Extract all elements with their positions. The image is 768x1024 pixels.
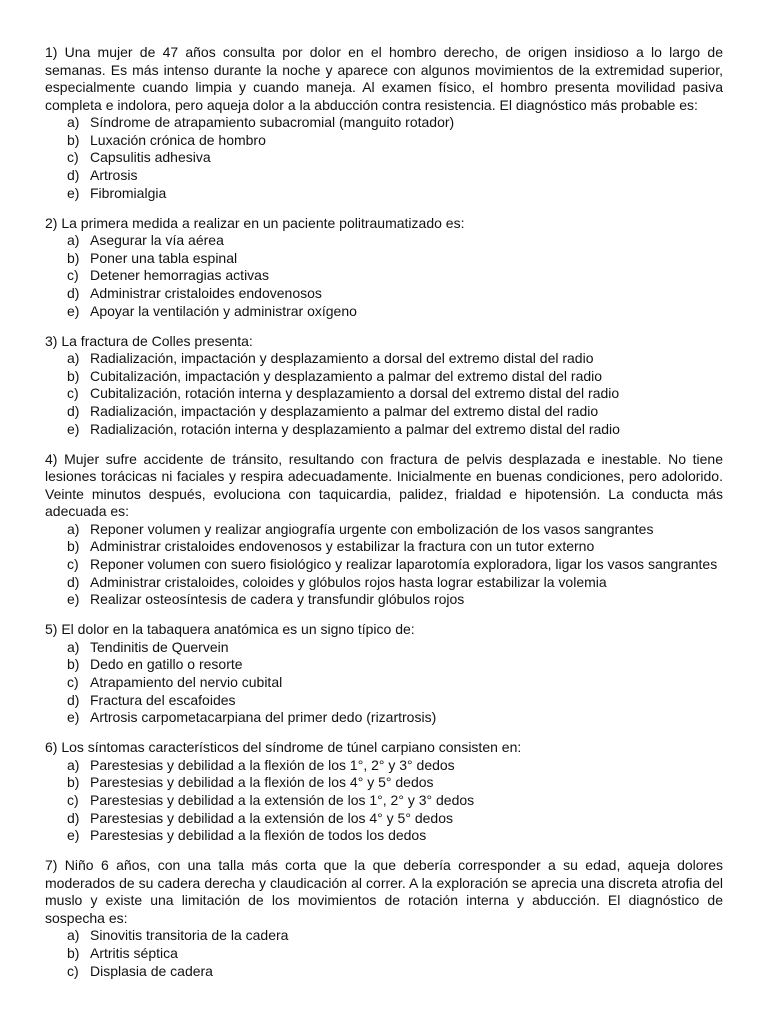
- option-letter: e): [67, 591, 80, 608]
- answer-options: [45, 639, 723, 728]
- answer-option: [67, 574, 723, 592]
- answer-option: [67, 368, 723, 386]
- option-letter: c): [67, 385, 79, 402]
- option-letter: a): [67, 114, 80, 130]
- option-text: Artrosis carpometacarpiana del primer dedo (rizartrosis): [90, 709, 437, 726]
- answer-option: [67, 350, 723, 368]
- option-letter: d): [67, 691, 80, 708]
- option-letter: d): [67, 809, 80, 826]
- option-letter: b): [67, 538, 80, 555]
- option-text: Detener hemorragias activas: [90, 267, 269, 284]
- question-2: [45, 215, 723, 321]
- answer-option: [67, 421, 723, 439]
- answer-option: [67, 709, 723, 727]
- answer-option: [67, 232, 723, 250]
- answer-option: [67, 185, 723, 203]
- question-stem: 4) Mujer sufre accidente de tránsito, resultando con fractura de pelvis desplazada e inestable. No tiene lesiones torácicas ni faciales y respira adecuadamente. Inicialmente en buenas condiciones, pero adolorido. Veinte minutos después, evoluciona con taquicardia, palidez, frialdad e hipotensión. La conducta más adecuada es:: [45, 450, 723, 520]
- answer-option: [67, 303, 723, 321]
- option-letter: e): [67, 827, 80, 844]
- option-letter: e): [67, 302, 80, 319]
- question-list: [45, 44, 723, 980]
- question-6: [45, 739, 723, 845]
- answer-option: [67, 132, 723, 150]
- option-letter: b): [67, 131, 80, 148]
- answer-options: [45, 521, 723, 610]
- option-text: Artrosis: [90, 167, 138, 184]
- answer-option: [67, 149, 723, 167]
- option-text: Administrar cristaloides endovenosos: [90, 285, 322, 302]
- option-text: Tendinitis de Quervein: [90, 638, 229, 655]
- option-text: Apoyar la ventilación y administrar oxígeno: [90, 302, 357, 319]
- option-text: Sinovitis transitoria de la cadera: [90, 927, 289, 944]
- option-letter: b): [67, 774, 80, 791]
- answer-options: [45, 114, 723, 203]
- answer-option: [67, 403, 723, 421]
- question-stem: 6) Los síntomas característicos del síndrome de túnel carpiano consisten en:: [45, 739, 522, 756]
- answer-option: [67, 538, 723, 556]
- option-text: Administrar cristaloides endovenosos y estabilizar la fractura con un tutor externo: [90, 538, 595, 555]
- option-text: Displasia de cadera: [90, 962, 213, 979]
- answer-option: [67, 267, 723, 285]
- option-letter: c): [67, 267, 79, 284]
- option-text: Fractura del escafoides: [90, 691, 236, 708]
- answer-option: [67, 810, 723, 828]
- question-stem: 1) Una mujer de 47 años consulta por dolor en el hombro derecho, de origen insidioso a lo largo de semanas. Es más intenso durante la noche y aparece con algunos movimientos de la extremidad superior, especialmente cuando limpia y cuando maneja. Al examen físico, el hombro presenta movilidad pasiva completa e indolora, pero aqueja dolor a la abducción contra resistencia. El diagnóstico más probable es:: [45, 44, 723, 113]
- option-text: Parestesias y debilidad a la flexión de los 4° y 5° dedos: [90, 774, 434, 791]
- answer-option: [67, 167, 723, 185]
- answer-options: [45, 927, 723, 980]
- option-text: Capsulitis adhesiva: [90, 149, 211, 166]
- option-letter: c): [67, 962, 79, 979]
- option-text: Reponer volumen con suero fisiológico y realizar laparotomía exploradora, ligar los vasos sangrantes: [90, 555, 718, 572]
- option-text: Artritis séptica: [90, 944, 178, 961]
- question-stem: 2) La primera medida a realizar en un paciente politraumatizado es:: [45, 214, 465, 231]
- option-text: Parestesias y debilidad a la flexión de todos los dedos: [90, 827, 427, 844]
- option-text: Parestesias y debilidad a la extensión de los 4° y 5° dedos: [90, 809, 453, 826]
- question-stem: 7) Niño 6 años, con una talla más corta que la que debería corresponder a su edad, aqueja dolores moderados de su cadera derecha y claudicación al correr. A la exploración se aprecia una discreta atrofia del muslo y existe una limitación de los movimientos de rotación interna y abducción. El diagnóstico de sospecha es:: [45, 857, 723, 926]
- option-text: Parestesias y debilidad a la flexión de los 1°, 2° y 3° dedos: [90, 756, 455, 773]
- option-letter: d): [67, 285, 80, 302]
- option-letter: c): [67, 673, 79, 690]
- option-letter: a): [67, 638, 80, 655]
- option-text: Administrar cristaloides, coloides y glóbulos rojos hasta lograr estabilizar la volemia: [90, 573, 607, 590]
- answer-options: [45, 350, 723, 439]
- question-3: [45, 333, 723, 439]
- answer-option: [67, 963, 723, 981]
- answer-options: [45, 757, 723, 846]
- option-text: Cubitalización, rotación interna y desplazamiento a dorsal del extremo distal del radio: [90, 385, 620, 402]
- option-letter: c): [67, 149, 79, 166]
- answer-option: [67, 385, 723, 403]
- answer-option: [67, 639, 723, 657]
- answer-options: [45, 232, 723, 321]
- option-letter: e): [67, 709, 80, 726]
- option-letter: c): [67, 555, 79, 572]
- option-letter: a): [67, 520, 80, 537]
- option-text: Realizar osteosíntesis de cadera y transfundir glóbulos rojos: [90, 591, 465, 608]
- answer-option: [67, 285, 723, 303]
- answer-option: [67, 927, 723, 945]
- option-letter: b): [67, 249, 80, 266]
- option-letter: a): [67, 756, 80, 773]
- option-text: Atrapamiento del nervio cubital: [90, 673, 283, 690]
- answer-option: [67, 827, 723, 845]
- question-stem: 3) La fractura de Colles presenta:: [45, 332, 253, 349]
- question-7: [45, 857, 723, 980]
- option-text: Síndrome de atrapamiento subacromial (manguito rotador): [90, 114, 455, 130]
- option-letter: d): [67, 573, 80, 590]
- option-letter: b): [67, 367, 80, 384]
- option-text: Radialización, impactación y desplazamiento a palmar del extremo distal del radio: [90, 403, 599, 420]
- answer-option: [67, 250, 723, 268]
- option-text: Dedo en gatillo o resorte: [90, 656, 243, 673]
- option-text: Poner una tabla espinal: [90, 249, 238, 266]
- question-5: [45, 621, 723, 727]
- option-letter: a): [67, 350, 80, 367]
- question-stem: 5) El dolor en la tabaquera anatómica es un signo típico de:: [45, 621, 415, 638]
- question-1: [45, 44, 723, 203]
- option-letter: b): [67, 944, 80, 961]
- option-text: Radialización, rotación interna y desplazamiento a palmar del extremo distal del radio: [90, 420, 620, 437]
- option-letter: a): [67, 232, 80, 249]
- answer-option: [67, 656, 723, 674]
- answer-option: [67, 774, 723, 792]
- answer-option: [67, 945, 723, 963]
- option-text: Cubitalización, impactación y desplazamiento a palmar del extremo distal del radio: [90, 367, 603, 384]
- option-letter: a): [67, 927, 80, 944]
- answer-option: [67, 591, 723, 609]
- option-letter: d): [67, 167, 80, 184]
- answer-option: [67, 556, 723, 574]
- option-letter: d): [67, 403, 80, 420]
- answer-option: [67, 757, 723, 775]
- option-text: Parestesias y debilidad a la extensión de los 1°, 2° y 3° dedos: [90, 791, 475, 808]
- question-4: [45, 451, 723, 610]
- option-letter: e): [67, 184, 80, 201]
- option-text: Asegurar la vía aérea: [90, 232, 224, 249]
- option-letter: c): [67, 791, 79, 808]
- option-letter: e): [67, 420, 80, 437]
- answer-option: [67, 792, 723, 810]
- option-text: Reponer volumen y realizar angiografía urgente con embolización de los vasos sangrantes: [90, 520, 654, 537]
- option-text: Radialización, impactación y desplazamiento a dorsal del extremo distal del radio: [90, 350, 594, 367]
- answer-option: [67, 692, 723, 710]
- answer-option: [67, 674, 723, 692]
- option-text: Luxación crónica de hombro: [90, 131, 266, 148]
- option-text: Fibromialgia: [90, 184, 167, 201]
- answer-option: [67, 114, 723, 132]
- option-letter: b): [67, 656, 80, 673]
- answer-option: [67, 521, 723, 539]
